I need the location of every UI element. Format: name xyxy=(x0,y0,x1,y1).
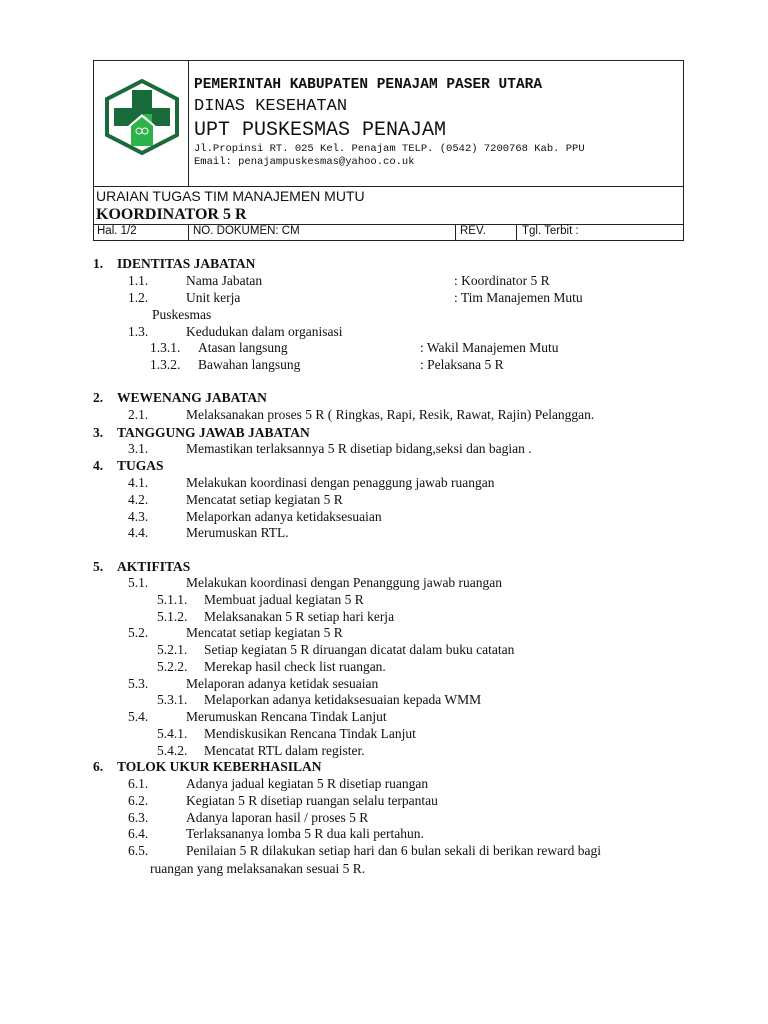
item-text: Mencatat RTL dalam register. xyxy=(204,742,365,758)
item-text: Mencatat setiap kegiatan 5 R xyxy=(186,625,343,641)
item-number: 1.3.2. xyxy=(150,357,181,372)
puskesmas-logo-icon xyxy=(102,78,182,156)
item-text: Memastikan terlaksannya 5 R disetiap bidang,seksi dan bagian . xyxy=(186,441,532,456)
section-number: 4. xyxy=(93,458,104,473)
item-number: 6.1. xyxy=(128,776,149,791)
item-text: Terlaksananya lomba 5 R dua kali pertahun. xyxy=(186,826,424,842)
item-text: Kegiatan 5 R disetiap ruangan selalu terpantau xyxy=(186,792,438,808)
item-text: Mencatat setiap kegiatan 5 R xyxy=(186,491,343,507)
header-address: Jl.Propinsi RT. 025 Kel. Penajam TELP. (0542) 7200768 Kab. PPU xyxy=(194,143,585,155)
item-value-continued: Puskesmas xyxy=(152,307,212,322)
item-text: Merekap hasil check list ruangan. xyxy=(204,658,386,674)
item-text-continued: ruangan yang melaksanakan sesuai 5 R. xyxy=(150,861,366,876)
item-number: 4.4. xyxy=(128,525,149,541)
item-text: Melaporan adanya ketidak sesuaian xyxy=(186,675,379,691)
header-institution: UPT PUSKESMAS PENAJAM xyxy=(194,119,447,142)
item-text: Merumuskan RTL. xyxy=(186,525,289,541)
item-label: Bawahan langsung xyxy=(198,357,301,372)
item-label: Kedudukan dalam organisasi xyxy=(186,324,343,339)
divider xyxy=(93,224,684,225)
divider xyxy=(516,224,517,241)
item-number: 1.3. xyxy=(128,324,149,339)
divider xyxy=(455,224,456,241)
item-number: 2.1. xyxy=(128,407,149,422)
divider xyxy=(188,224,189,241)
item-label: Atasan langsung xyxy=(198,340,288,355)
item-number: 5.3.1. xyxy=(157,692,188,708)
doc-subtitle: KOORDINATOR 5 R xyxy=(96,206,247,223)
item-label: Nama Jabatan xyxy=(186,273,263,288)
item-text: Membuat jadual kegiatan 5 R xyxy=(204,591,364,607)
header-email: Email: penajampuskesmas@yahoo.co.uk xyxy=(194,156,415,168)
item-text: Melakukan koordinasi dengan penaggung jawab ruangan xyxy=(186,475,495,490)
section-number: 3. xyxy=(93,425,104,440)
item-number: 5.4. xyxy=(128,709,149,724)
section-title: TOLOK UKUR KEBERHASILAN xyxy=(117,759,322,774)
doc-title: URAIAN TUGAS TIM MANAJEMEN MUTU xyxy=(96,188,365,204)
publish-date: Tgl. Terbit : xyxy=(522,225,579,237)
item-number: 1.2. xyxy=(128,290,149,305)
divider xyxy=(93,186,684,187)
item-text: Setiap kegiatan 5 R diruangan dicatat dalam buku catatan xyxy=(204,642,515,657)
item-number: 5.2. xyxy=(128,625,149,641)
section-title: WEWENANG JABATAN xyxy=(117,390,267,405)
section-title: TUGAS xyxy=(117,458,164,473)
item-number: 6.2. xyxy=(128,792,149,808)
item-text: Adanya laporan hasil / proses 5 R xyxy=(186,809,369,825)
item-number: 1.3.1. xyxy=(150,340,181,355)
item-number: 5.2.1. xyxy=(157,642,188,657)
section-title: IDENTITAS JABATAN xyxy=(117,256,256,271)
header-government: PEMERINTAH KABUPATEN PENAJAM PASER UTARA xyxy=(194,77,543,93)
item-number: 1.1. xyxy=(128,273,149,288)
item-text: Melaporkan adanya ketidaksesuaian xyxy=(186,508,382,524)
item-number: 6.5. xyxy=(128,843,149,858)
item-text: Melakukan koordinasi dengan Penanggung jawab ruangan xyxy=(186,575,503,590)
section-title: TANGGUNG JAWAB JABATAN xyxy=(117,425,310,440)
item-number: 4.1. xyxy=(128,475,149,490)
document-number: NO. DOKUMEN: CM xyxy=(193,225,300,237)
item-value: : Pelaksana 5 R xyxy=(420,357,504,372)
item-text: Melaporkan adanya ketidaksesuaian kepada WMM xyxy=(204,692,482,708)
item-value: : Tim Manajemen Mutu xyxy=(454,290,583,305)
page-number: Hal. 1/2 xyxy=(97,225,137,237)
item-number: 5.1. xyxy=(128,575,149,590)
revision: REV. xyxy=(460,225,486,237)
item-number: 5.4.1. xyxy=(157,725,188,741)
item-text: Adanya jadual kegiatan 5 R disetiap ruangan xyxy=(186,776,429,791)
item-number: 3.1. xyxy=(128,441,149,456)
item-number: 4.2. xyxy=(128,491,149,507)
section-number: 1. xyxy=(93,256,104,271)
section-title: AKTIFITAS xyxy=(117,559,191,574)
item-text: Merumuskan Rencana Tindak Lanjut xyxy=(186,709,387,724)
item-number: 6.4. xyxy=(128,826,149,842)
item-number: 6.3. xyxy=(128,809,149,825)
section-number: 6. xyxy=(93,759,104,774)
item-number: 5.4.2. xyxy=(157,742,188,758)
item-number: 5.1.1. xyxy=(157,591,188,607)
item-number: 5.1.2. xyxy=(157,608,188,624)
section-number: 2. xyxy=(93,390,104,405)
item-number: 5.2.2. xyxy=(157,658,188,674)
divider xyxy=(188,60,189,186)
item-value: : Koordinator 5 R xyxy=(454,273,550,288)
item-text: Melaksanakan 5 R setiap hari kerja xyxy=(204,608,395,624)
header-department: DINAS KESEHATAN xyxy=(194,97,348,116)
item-text: Mendiskusikan Rencana Tindak Lanjut xyxy=(204,725,416,741)
item-text: Melaksanakan proses 5 R ( Ringkas, Rapi, Resik, Rawat, Rajin) Pelanggan. xyxy=(186,407,595,422)
section-number: 5. xyxy=(93,559,104,574)
item-label: Unit kerja xyxy=(186,290,241,305)
item-text: Penilaian 5 R dilakukan setiap hari dan 6 bulan sekali di berikan reward bagi xyxy=(186,843,601,858)
item-value: : Wakil Manajemen Mutu xyxy=(420,340,559,355)
item-number: 5.3. xyxy=(128,675,149,691)
item-number: 4.3. xyxy=(128,508,149,524)
